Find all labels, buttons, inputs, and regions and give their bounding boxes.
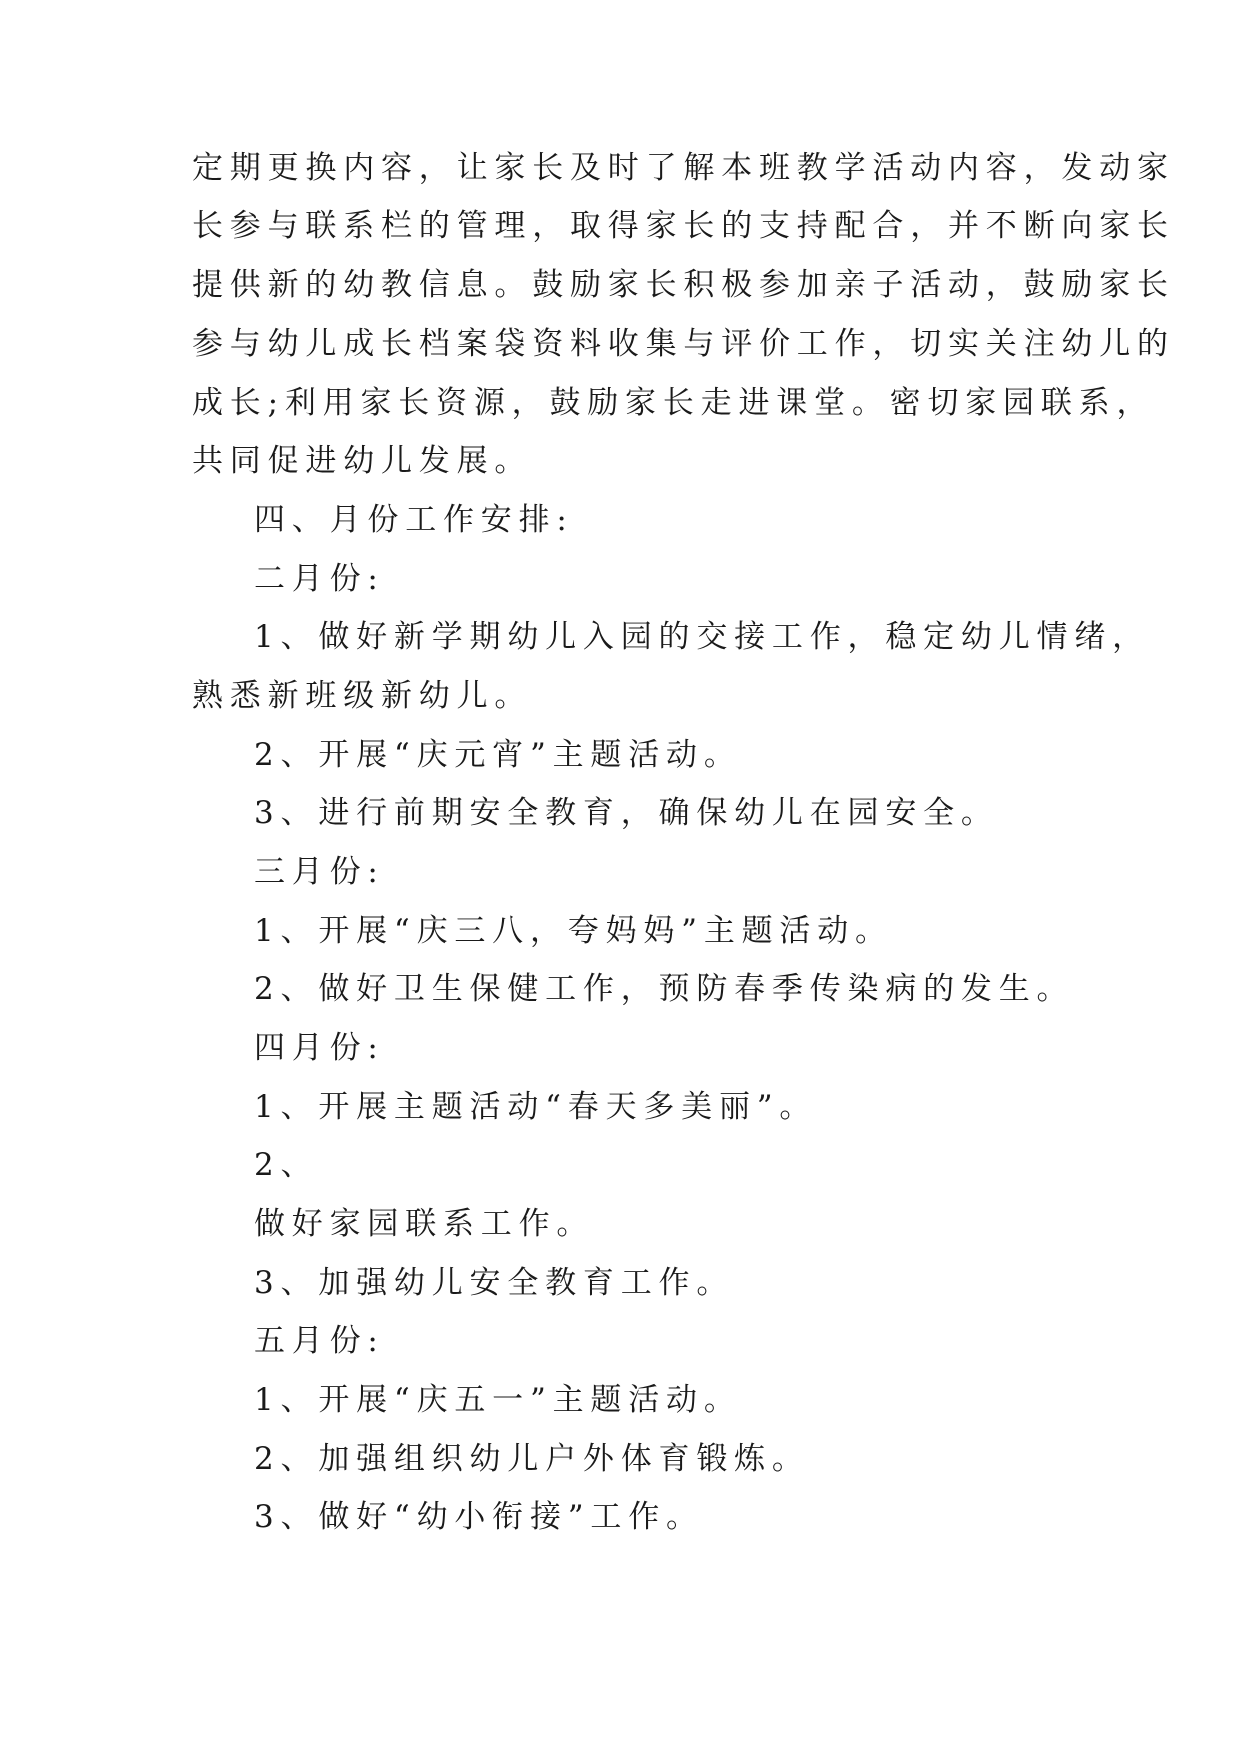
- paragraph-line: 共同促进幼儿发展。: [192, 443, 533, 479]
- paragraph-line: 长参与联系栏的管理，取得家长的支持配合，并不断向家长: [192, 208, 1175, 244]
- month-heading: 四月份:: [254, 1030, 385, 1066]
- month-heading: 二月份:: [254, 561, 385, 597]
- month-heading: 三月份:: [254, 854, 385, 890]
- list-item: 1、开展“庆五一”主题活动。: [254, 1382, 742, 1418]
- paragraph-line: 提供新的幼教信息。鼓励家长积极参加亲子活动，鼓励家长: [192, 267, 1175, 303]
- paragraph-line: 定期更换内容，让家长及时了解本班教学活动内容，发动家: [192, 150, 1175, 186]
- list-item-continuation: 熟悉新班级新幼儿。: [192, 678, 533, 714]
- list-item: 3、加强幼儿安全教育工作。: [254, 1265, 735, 1301]
- list-item-continuation: 做好家园联系工作。: [254, 1206, 595, 1242]
- list-item: 3、进行前期安全教育，确保幼儿在园安全。: [254, 795, 999, 831]
- paragraph-line: 成长;利用家长资源，鼓励家长走进课堂。密切家园联系，: [192, 385, 1155, 421]
- paragraph-line: 参与幼儿成长档案袋资料收集与评价工作，切实关注幼儿的: [192, 326, 1175, 362]
- list-item: 1、开展“庆三八，夸妈妈”主题活动。: [254, 913, 893, 949]
- section-heading: 四、月份工作安排:: [254, 502, 574, 538]
- list-item: 3、做好“幼小衔接”工作。: [254, 1499, 704, 1535]
- list-item: 2、做好卫生保健工作，预防春季传染病的发生。: [254, 971, 1075, 1007]
- list-item: 2、加强组织幼儿户外体育锻炼。: [254, 1441, 810, 1477]
- month-heading: 五月份:: [254, 1323, 385, 1359]
- list-item: 2、: [254, 1147, 319, 1183]
- list-item: 2、开展“庆元宵”主题活动。: [254, 737, 742, 773]
- list-item: 1、开展主题活动“春天多美丽”。: [254, 1089, 818, 1125]
- list-item: 1、做好新学期幼儿入园的交接工作，稳定幼儿情绪，: [254, 619, 1150, 655]
